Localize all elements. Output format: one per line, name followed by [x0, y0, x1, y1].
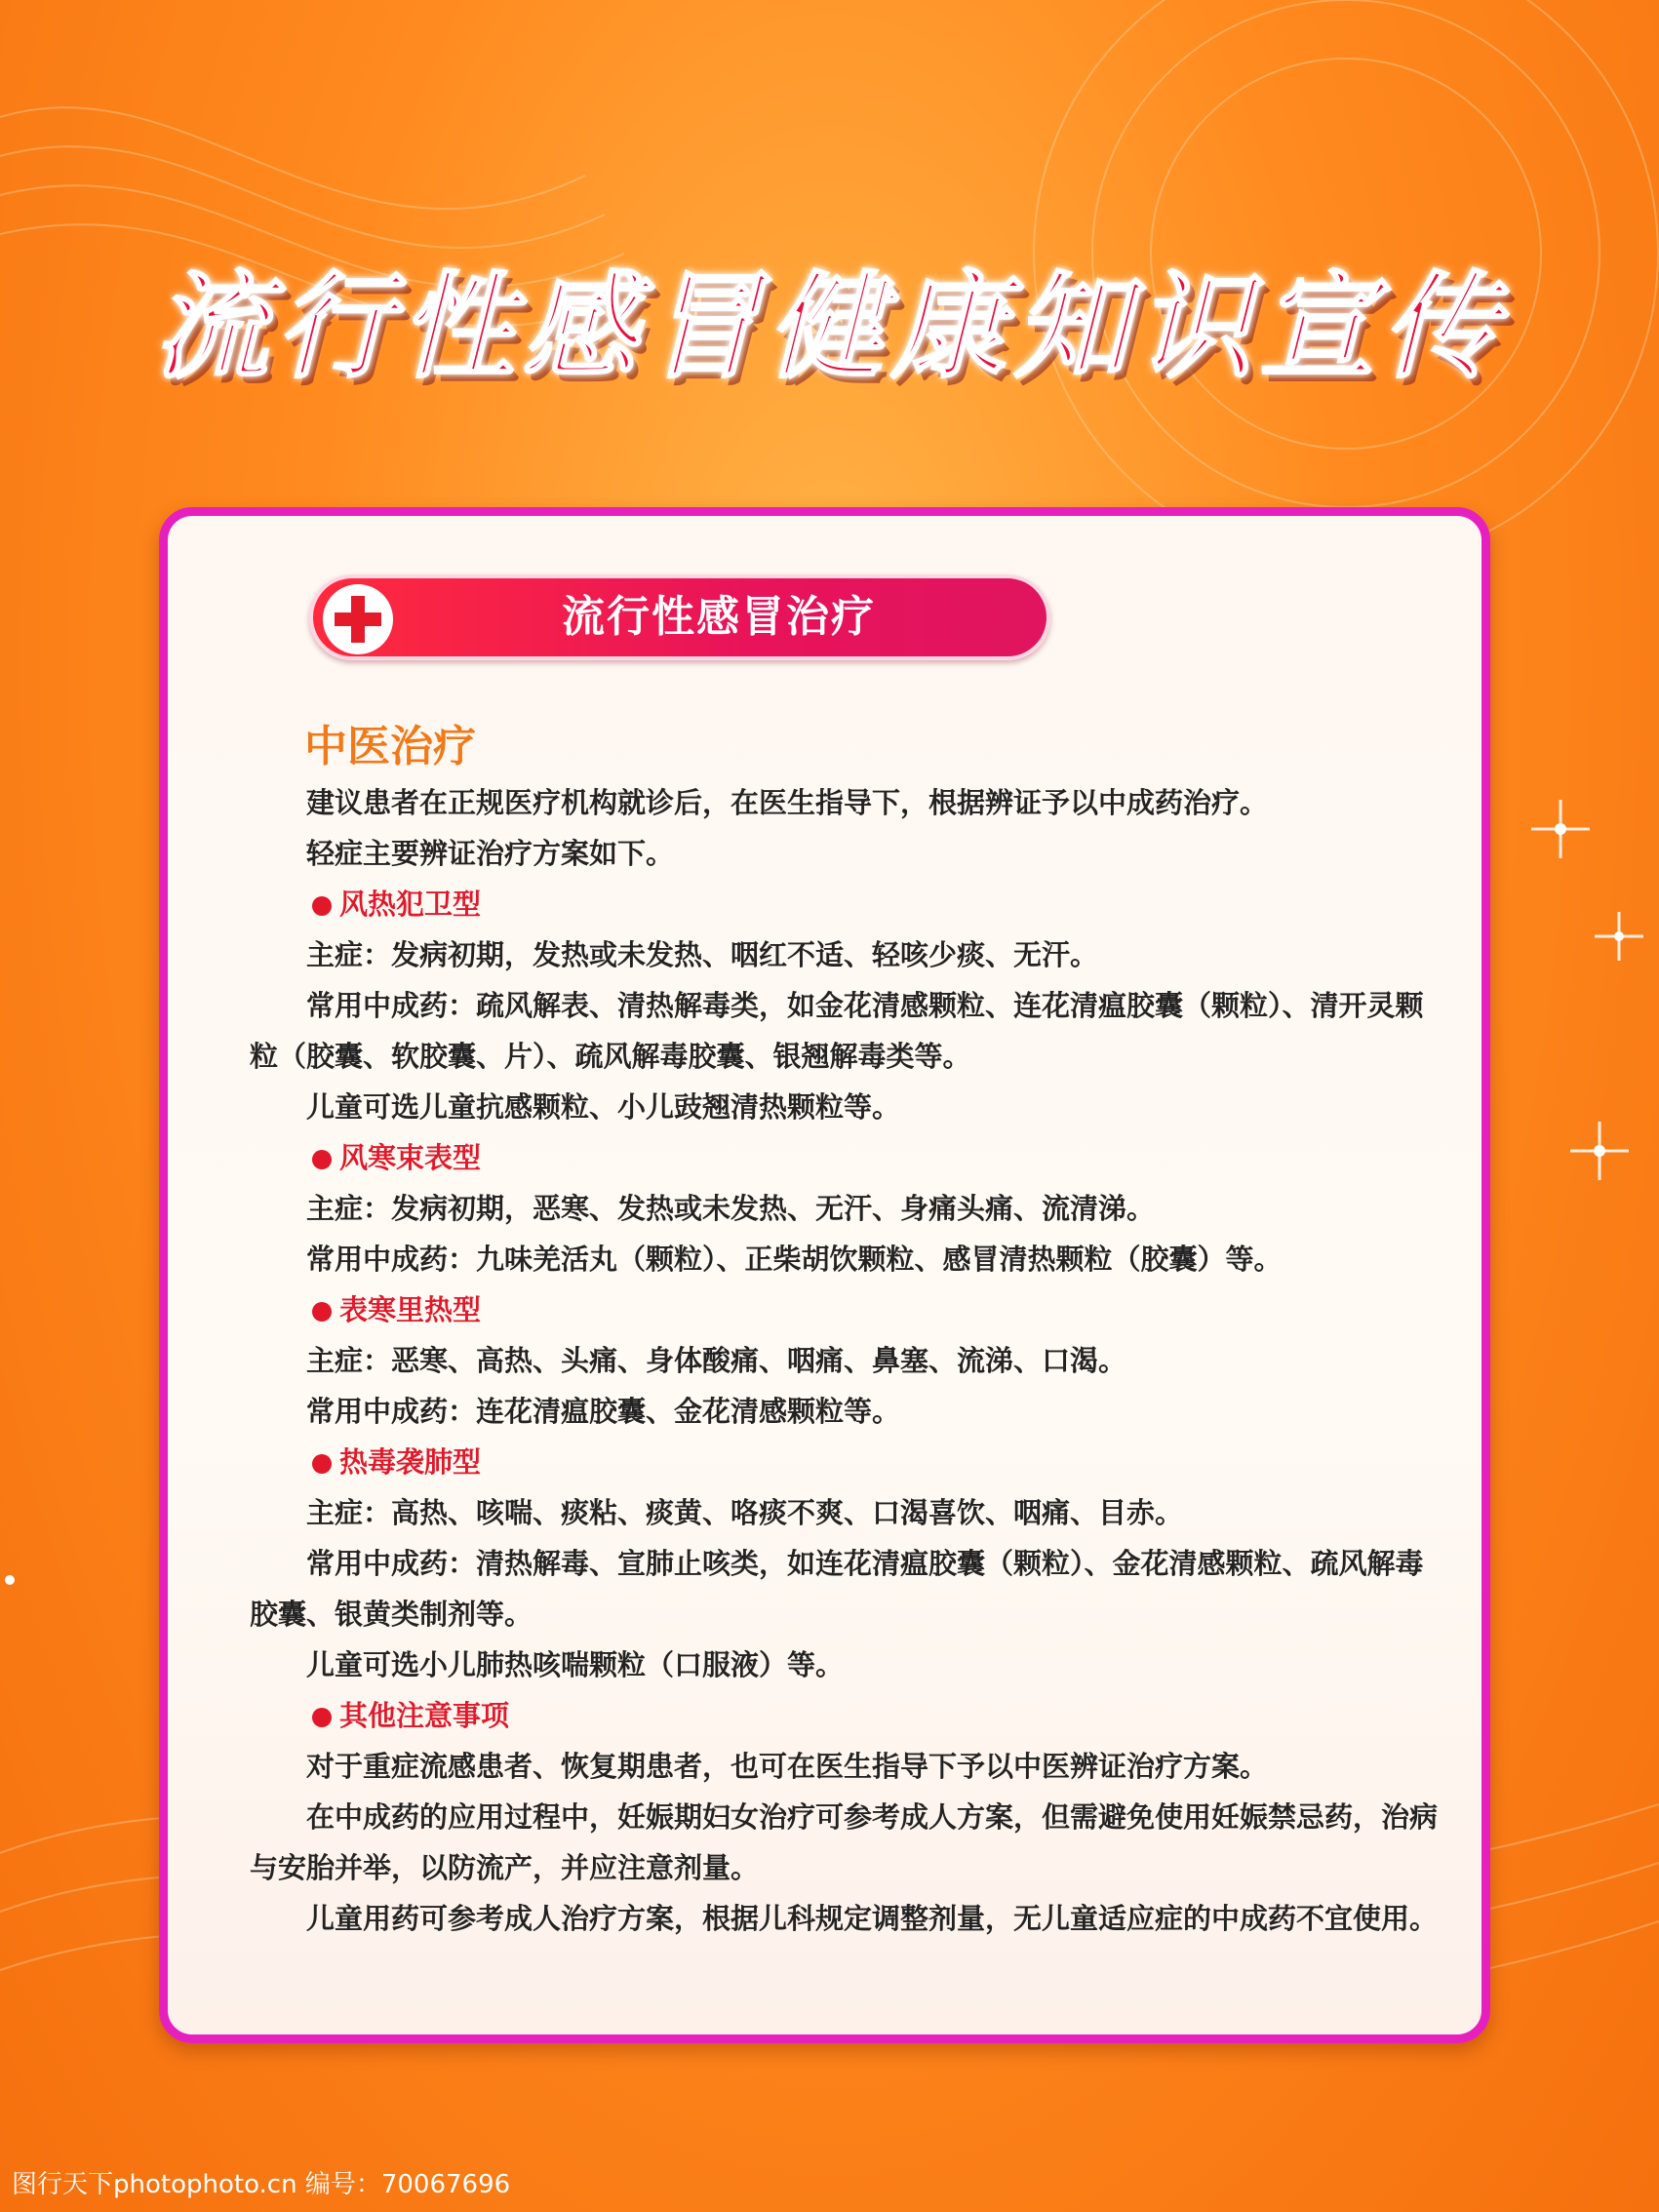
paragraph: 主症：高热、咳喘、痰粘、痰黄、咯痰不爽、口渴喜饮、咽痛、目赤。 — [306, 1496, 1184, 1529]
paragraph: 轻症主要辨证治疗方案如下。 — [306, 837, 675, 870]
paragraph: 在中成药的应用过程中，妊娠期妇女治疗可参考成人方案，但需避免使用妊娠禁忌药，治病与安胎并举，以防流产，并应注意剂量。 — [250, 1800, 1439, 1884]
red-cross-icon — [323, 584, 393, 654]
bullet-icon — [312, 896, 332, 916]
paragraph: 儿童可选儿童抗感颗粒、小儿豉翘清热颗粒等。 — [306, 1090, 901, 1124]
watermark: 图行天下photophoto.cn 编号：70067696 — [12, 2170, 511, 2199]
paragraph: 主症：发病初期，发热或未发热、咽红不适、轻咳少痰、无汗。 — [306, 938, 1099, 971]
bullet-icon — [312, 1302, 332, 1322]
type-heading: 表寒里热型 — [250, 1284, 1449, 1335]
paragraph: 主症：恶寒、高热、头痛、身体酸痛、咽痛、鼻塞、流涕、口渴。 — [306, 1344, 1127, 1377]
paragraph: 儿童用药可参考成人治疗方案，根据儿科规定调整剂量，无儿童适应症的中成药不宜使用。 — [306, 1902, 1439, 1935]
section-title: 流行性感冒治疗 — [562, 592, 876, 642]
type-heading: 风热犯卫型 — [250, 879, 1449, 929]
paragraph: 常用中成药：九味羌活丸（颗粒）、正柴胡饮颗粒、感冒清热颗粒（胶囊）等。 — [306, 1243, 1283, 1276]
content-body — [250, 777, 1449, 1944]
paragraph: 儿童可选小儿肺热咳喘颗粒（口服液）等。 — [306, 1648, 845, 1681]
paragraph: 常用中成药：清热解毒、宣肺止咳类，如连花清瘟胶囊（颗粒）、金花清感颗粒、疏风解毒胶囊、银黄类制剂等。 — [250, 1547, 1424, 1631]
bullet-icon — [312, 1708, 332, 1727]
type-heading: 其他注意事项 — [250, 1690, 1449, 1741]
poster-title: 流行性感冒健康知识宣传 — [153, 258, 1506, 394]
paragraph: 建议患者在正规医疗机构就诊后，在医生指导下，根据辨证予以中成药治疗。 — [306, 786, 1269, 819]
paragraph: 常用中成药：连花清瘟胶囊、金花清感颗粒等。 — [306, 1395, 901, 1428]
subheading: 中医治疗 — [304, 722, 476, 771]
paragraph: 主症：发病初期，恶寒、发热或未发热、无汗、身痛头痛、流清涕。 — [306, 1192, 1156, 1225]
content-card — [159, 507, 1490, 2043]
paragraph: 常用中成药：疏风解表、清热解毒类，如金花清感颗粒、连花清瘟胶囊（颗粒）、清开灵颗粒（胶囊、软胶囊、片）、疏风解毒胶囊、银翘解毒类等。 — [250, 989, 1424, 1073]
bullet-icon — [312, 1454, 332, 1474]
type-heading: 风寒束表型 — [250, 1132, 1449, 1183]
section-header — [309, 574, 1050, 660]
paragraph: 对于重症流感患者、恢复期患者，也可在医生指导下予以中医辨证治疗方案。 — [306, 1750, 1269, 1783]
type-heading: 热毒袭肺型 — [250, 1437, 1449, 1487]
bullet-icon — [312, 1150, 332, 1169]
